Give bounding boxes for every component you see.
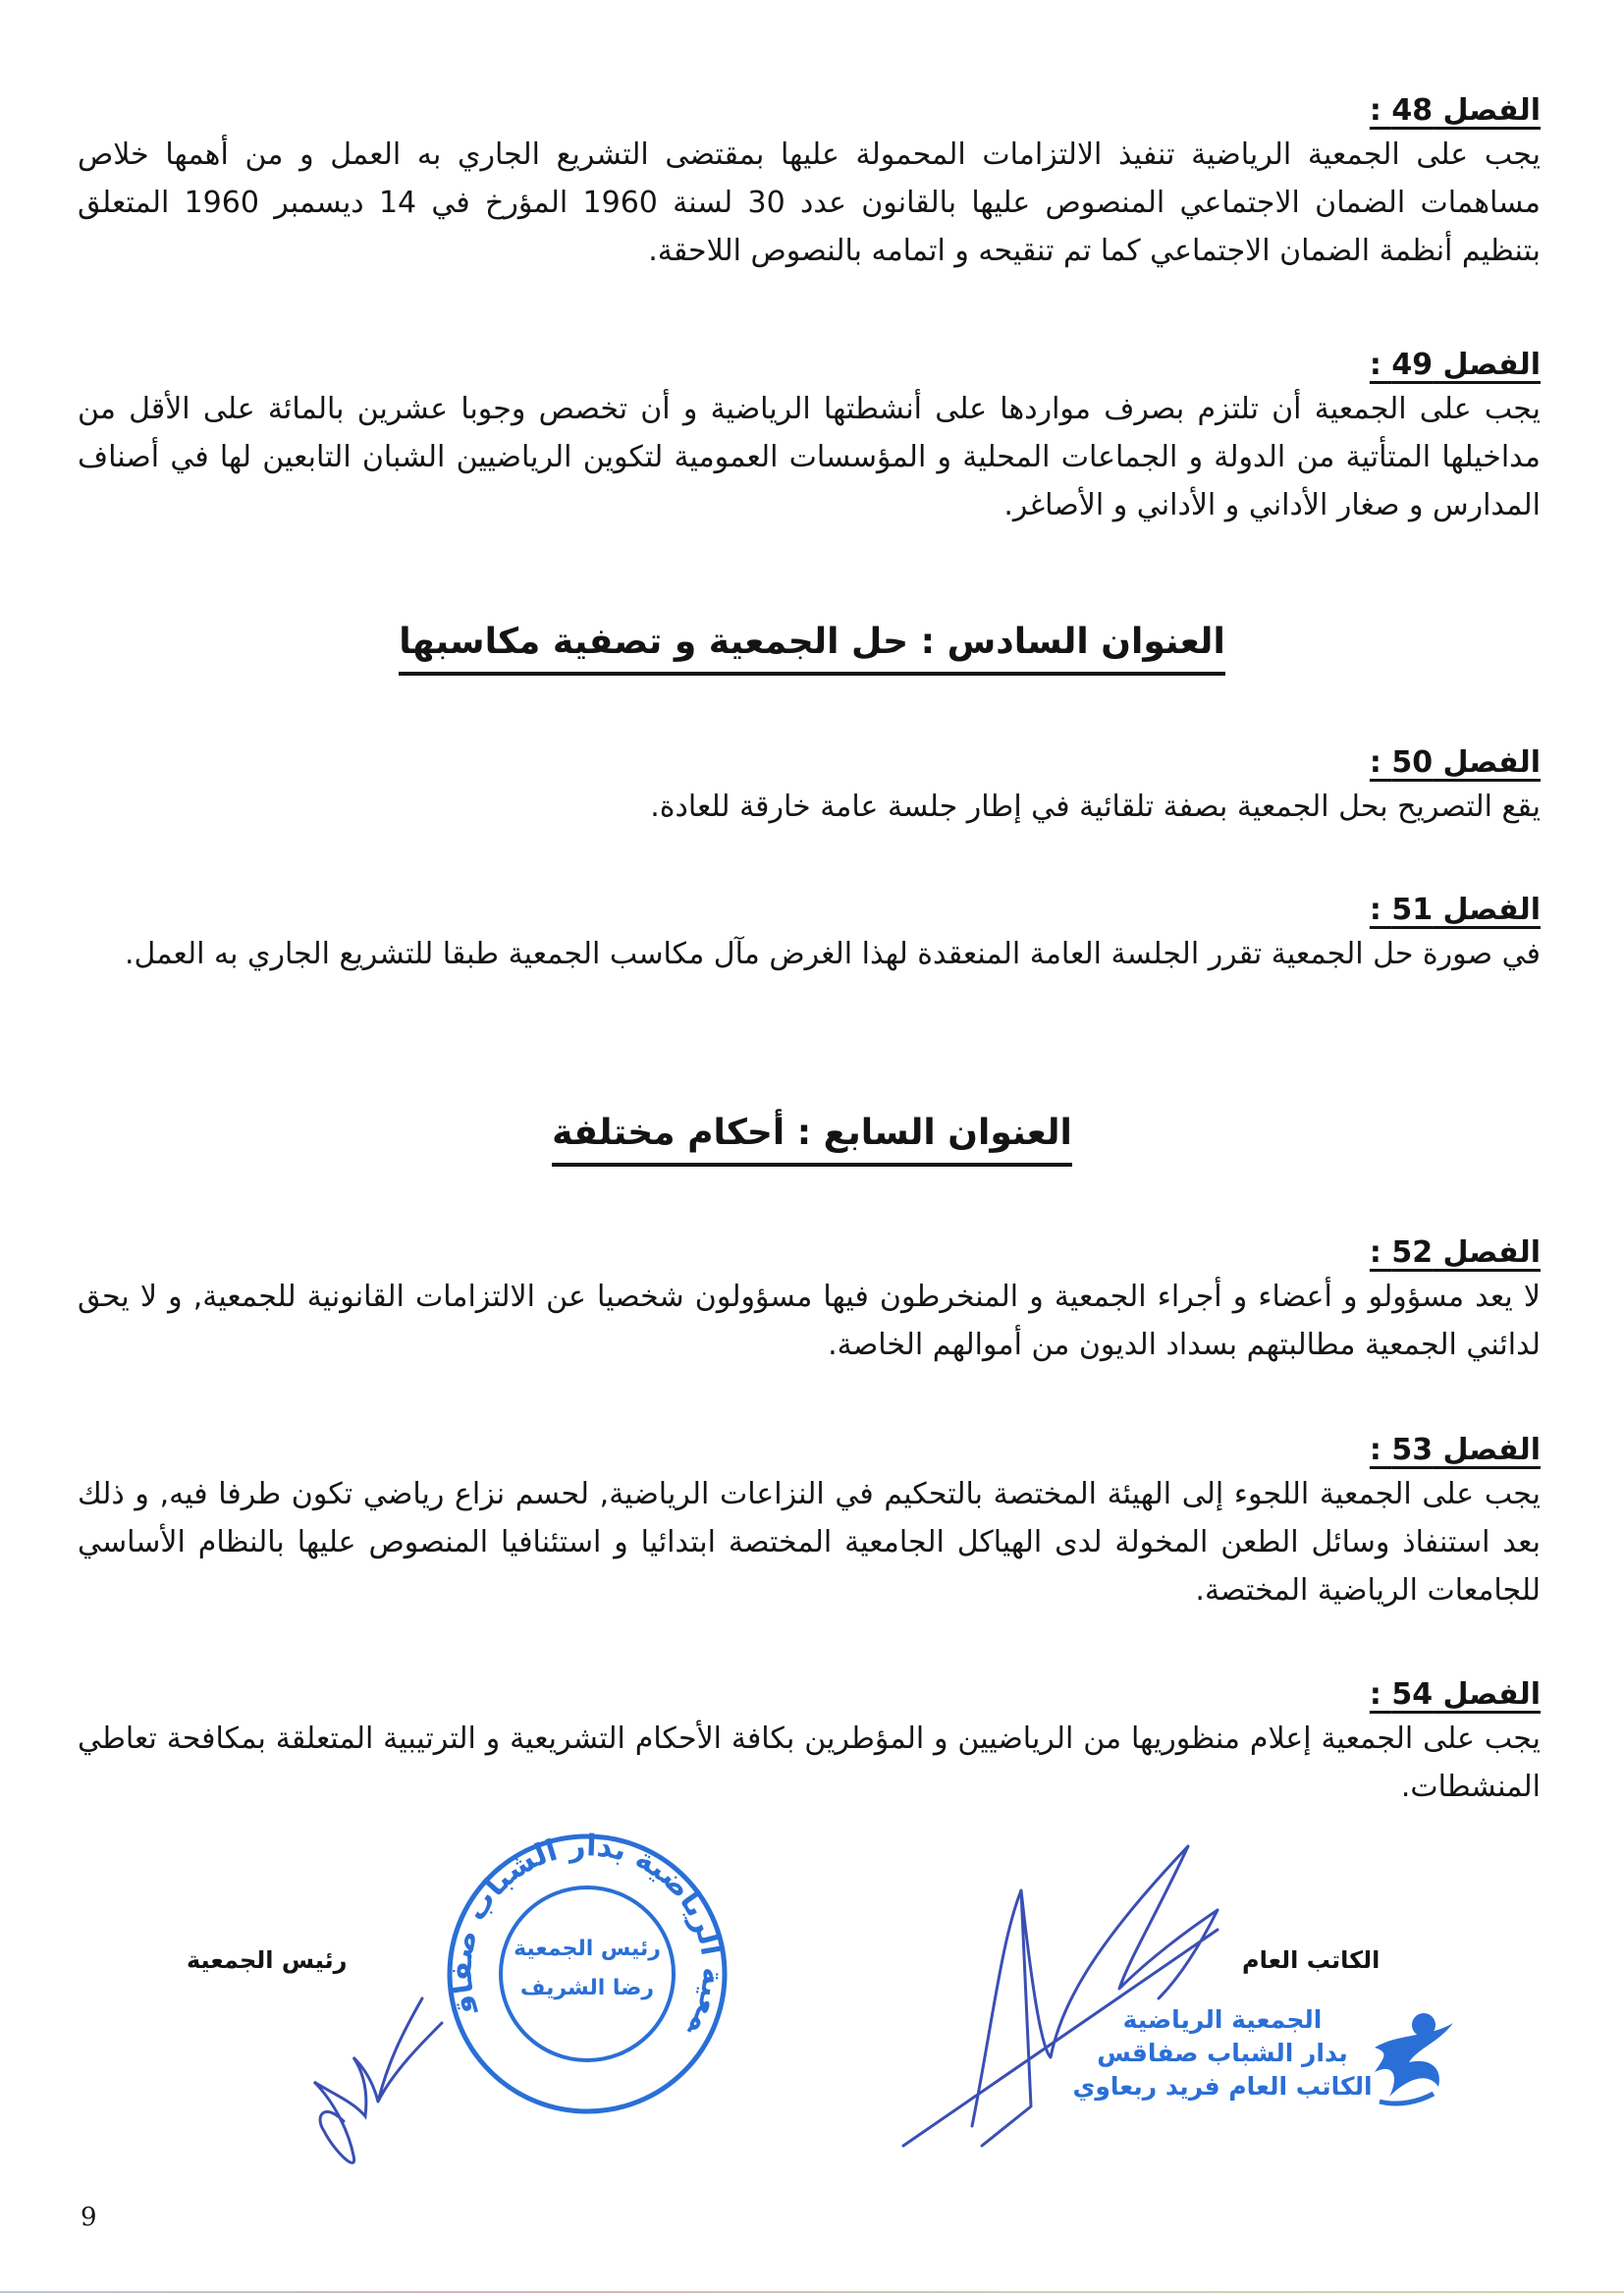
article-text: لا يعد مسؤولو و أعضاء و أجراء الجمعية و المنخرطون فيها مسؤولون شخصيا عن الالتزامات القانونية للجمعية, و لا يحق لدائني الجمعية مطالبتهم بسداد الديون من أموالهم الخاصة. [78, 1280, 1541, 1362]
stamp-line-3: الكاتب العام فريد ربعاوي [1072, 2072, 1373, 2101]
article-52 [78, 1233, 1541, 1369]
article-49 [78, 346, 1541, 529]
stamp-line-1: الجمعية الرياضية [1122, 2005, 1323, 2034]
article-53 [78, 1431, 1541, 1614]
president-label: رئيس الجمعية [187, 1946, 348, 1974]
president-seal [440, 1827, 734, 2121]
article-title: الفصل 50 : [1369, 745, 1541, 780]
seal-inner-line-2: رضا الشريف [519, 1976, 655, 2000]
seal-inner-line-1: رئيس الجمعية [514, 1937, 661, 1961]
club-logo-icon [1370, 2003, 1458, 2111]
scan-edge-divider [0, 2291, 1624, 2293]
seal-outer-text: معية الرياضية بدار الشباب صفاق [444, 1829, 731, 2043]
article-title: الفصل 53 : [1369, 1433, 1541, 1467]
stamp-text-block [1065, 2003, 1380, 2104]
stamp-line-2: بدار الشباب صفاقس [1097, 2039, 1348, 2067]
article-text: يجب على الجمعية أن تلتزم بصرف مواردها على أنشطتها الرياضية و أن تخصص وجوبا عشرين بالمائة على الأقل من مداخيلها المتأتية من الدولة و الجماعات المحلية و المؤسسات العمومية لتكوين الرياضيين الشبان التابعين لها في أصناف المدارس و صغار الأداني و الأداني و الأصاغر. [78, 392, 1541, 522]
article-title: الفصل 49 : [1369, 348, 1541, 382]
article-50 [78, 743, 1541, 831]
secretary-stamp [1065, 2003, 1458, 2131]
article-text: يجب على الجمعية اللجوء إلى الهيئة المختصة بالتحكيم في النزاعات الرياضية, لحسم نزاع رياضي تكون طرفا فيه, و ذلك بعد استنفاذ وسائل الطعن المخولة لدى الهياكل الجامعية المختصة ابتدائيا و استئنافيا المنصوص عليها بالنظام الأساسي للجامعات الرياضية المختصة. [78, 1477, 1541, 1608]
article-54 [78, 1675, 1541, 1811]
article-51 [78, 891, 1541, 978]
article-title: الفصل 52 : [1369, 1235, 1541, 1270]
seal-inner-text [514, 1930, 661, 2008]
section-heading-text: العنوان السابع : أحكام مختلفة [552, 1113, 1072, 1167]
article-text: في صورة حل الجمعية تقرر الجلسة العامة المنعقدة لهذا الغرض مآل مكاسب الجمعية طبقا للتشريع الجاري به العمل. [124, 937, 1541, 971]
article-title: الفصل 51 : [1369, 893, 1541, 927]
article-title: الفصل 54 : [1369, 1677, 1541, 1712]
article-title: الفصل 48 : [1369, 93, 1541, 128]
article-48 [78, 91, 1541, 275]
president-signature-icon [295, 1984, 471, 2180]
section-heading-text: العنوان السادس : حل الجمعية و تصفية مكاسبها [399, 622, 1225, 676]
secretary-label: الكاتب العام [1242, 1946, 1380, 1974]
section-heading-6 [0, 622, 1624, 676]
article-text: يجب على الجمعية الرياضية تنفيذ الالتزامات المحمولة عليها بمقتضى التشريع الجاري به العمل و من أهمها خلاص مساهمات الضمان الاجتماعي المنصوص عليها بالقانون عدد 30 لسنة 1960 المؤرخ في 14 ديسمبر 1960 المتعلق بتنظيم أنظمة الضمان الاجتماعي كما تم تنقيحه و اتمامه بالنصوص اللاحقة. [78, 137, 1541, 268]
section-heading-7 [0, 1113, 1624, 1167]
article-text: يقع التصريح بحل الجمعية بصفة تلقائية في إطار جلسة عامة خارقة للعادة. [650, 790, 1541, 824]
page-number: 9 [81, 2203, 97, 2232]
article-text: يجب على الجمعية إعلام منظوريها من الرياضيين و المؤطرين بكافة الأحكام التشريعية و الترتيبية المتعلقة بمكافحة تعاطي المنشطات. [78, 1722, 1541, 1804]
